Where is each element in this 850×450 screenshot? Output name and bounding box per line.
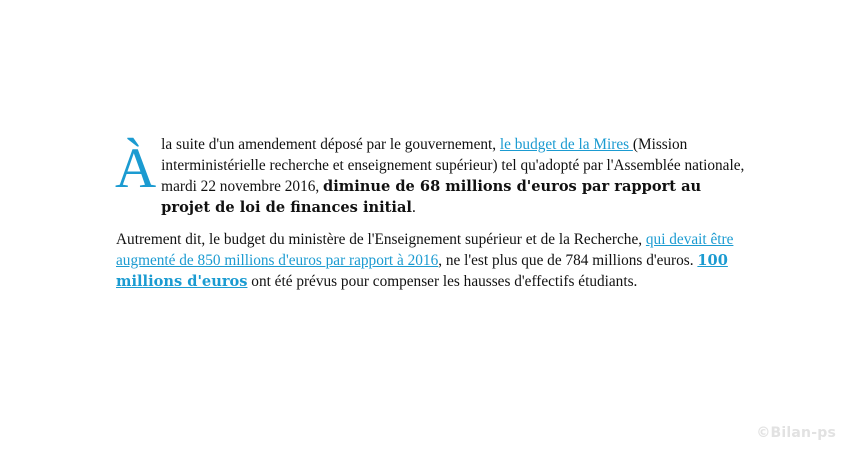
drop-cap: À — [115, 137, 157, 200]
paragraph-1-text-end: . — [411, 199, 416, 216]
article-body — [116, 134, 748, 303]
hundred-million-link[interactable]: 100 millions d'euros — [116, 252, 728, 290]
paragraph-2-text-middle: , ne l'est plus que de 784 millions d'euros. — [438, 252, 698, 269]
paragraph-1 — [116, 134, 748, 218]
paragraph-2-text-end: ont été prévus pour compenser les hausses d'effectifs étudiants. — [247, 273, 638, 290]
budget-increase-link[interactable]: qui devait être augmenté de 850 millions d'euros par rapport à 2016 — [116, 231, 734, 269]
paragraph-1-text-middle: (Mission interministérielle recherche et enseignement supérieur) tel qu'adopté par l'Assemblée nationale, mardi 22 novembre 2016, — [161, 136, 745, 195]
mires-budget-link[interactable]: le budget de la Mires — [499, 136, 633, 153]
paragraph-2-text-start: Autrement dit, le budget du ministère de l'Enseignement supérieur et de la Recherche, — [116, 231, 646, 248]
budget-decrease-highlight: diminue de 68 millions d'euros par rapport au projet de loi de finances initial — [161, 178, 702, 216]
paragraph-1-text-start: la suite d'un amendement déposé par le gouvernement, — [161, 136, 500, 153]
paragraph-2 — [116, 229, 748, 292]
watermark: ©Bilan-ps — [756, 425, 836, 441]
